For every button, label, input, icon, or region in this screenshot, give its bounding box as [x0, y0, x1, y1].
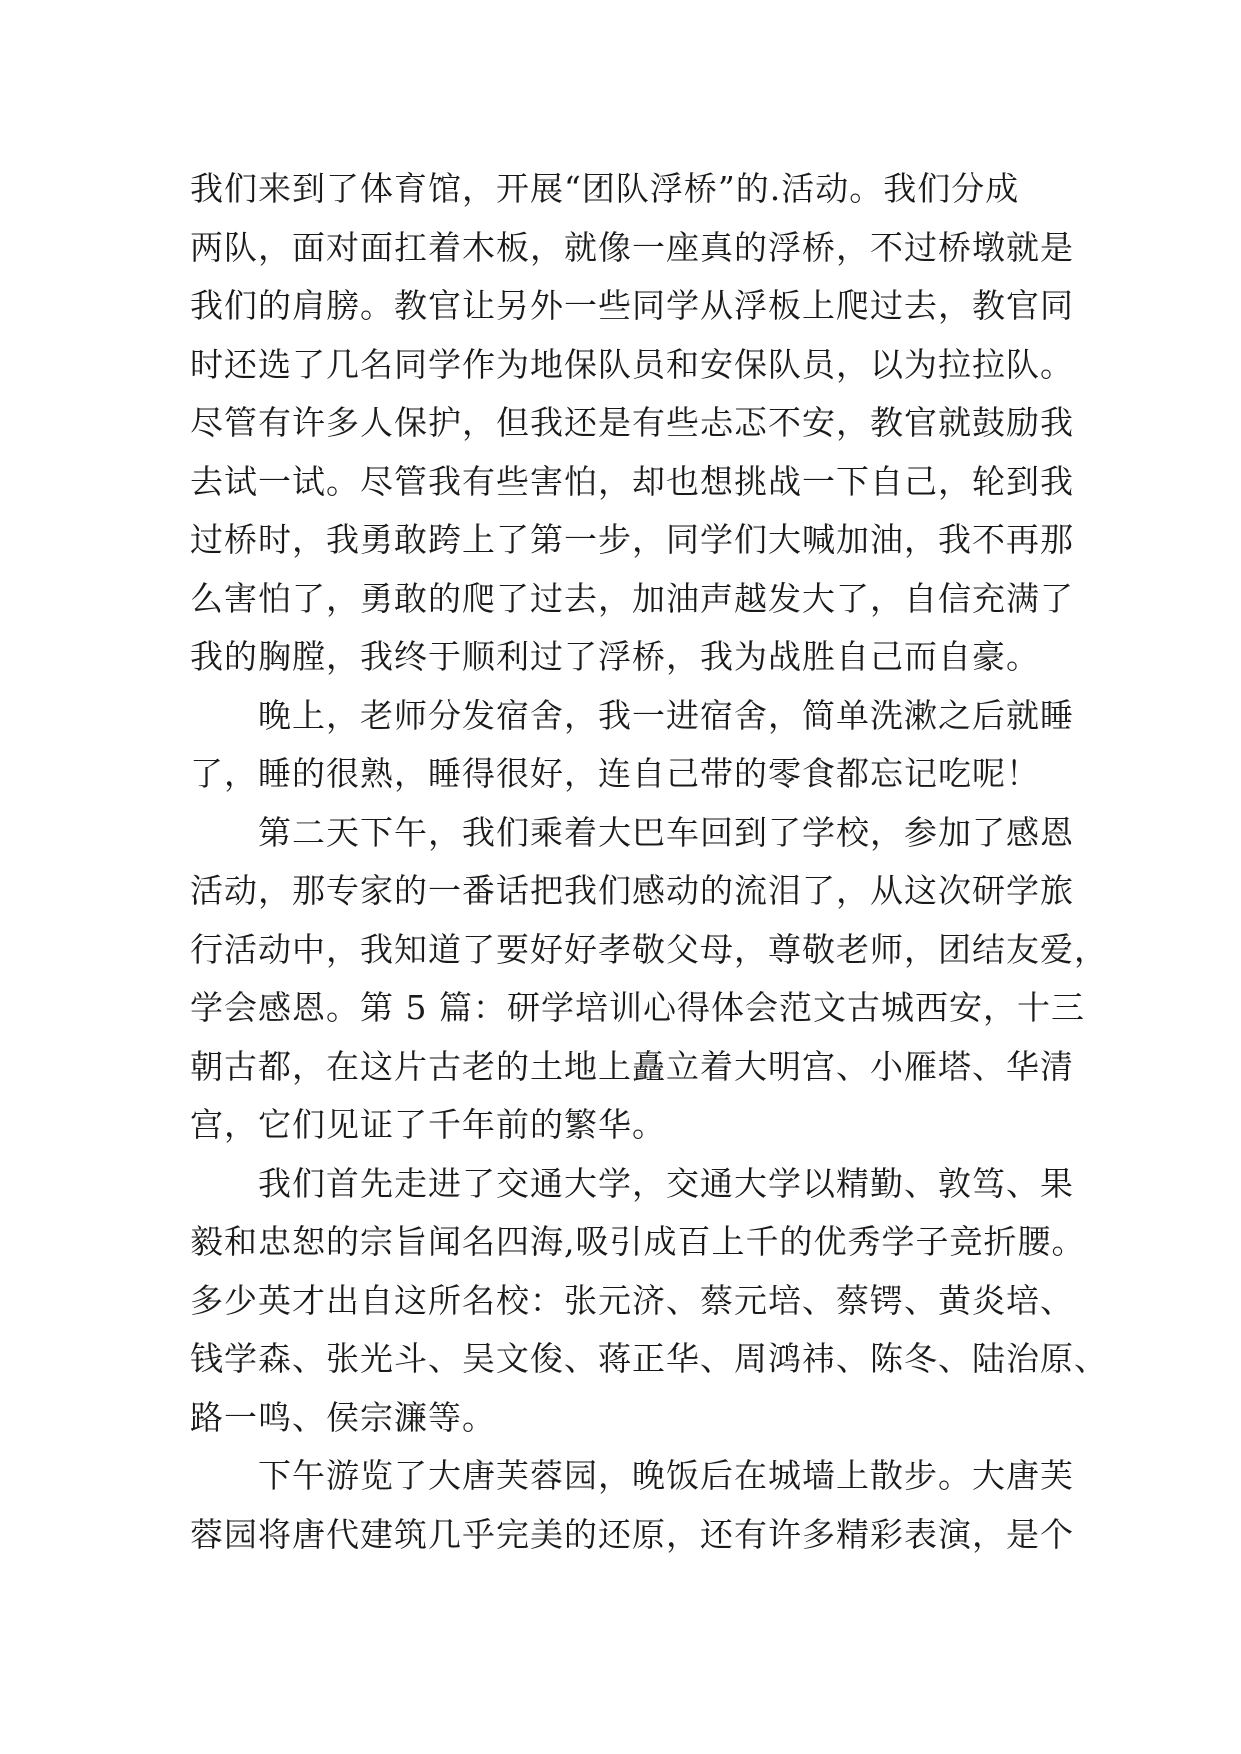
- text-line: 钱学森、张光斗、吴文俊、蒋正华、周鸿祎、陈冬、陆治原、: [190, 1339, 1108, 1378]
- text-line: 宫，它们见证了千年前的繁华。: [190, 1105, 666, 1144]
- text-line: 过桥时，我勇敢跨上了第一步，同学们大喊加油，我不再那: [190, 520, 1074, 559]
- text-line: 我们的肩膀。教官让另外一些同学从浮板上爬过去，教官同: [190, 286, 1074, 325]
- text-line: 活动，那专家的一番话把我们感动的流泪了，从这次研学旅: [190, 871, 1074, 910]
- text-line: 时还选了几名同学作为地保队员和安保队员，以为拉拉队。: [190, 344, 1074, 384]
- paragraph-start-line: 下午游览了大唐芙蓉园，晚饭后在城墙上散步。大唐芙: [258, 1456, 1074, 1495]
- text-line: 蓉园将唐代建筑几乎完美的还原，还有许多精彩表演，是个: [190, 1514, 1074, 1554]
- text-line: 我的胸膛，我终于顺利过了浮桥，我为战胜自己而自豪。: [190, 637, 1040, 676]
- text-line: 两队，面对面扛着木板，就像一座真的浮桥，不过桥墩就是: [190, 227, 1074, 267]
- text-line: 行活动中，我知道了要好好孝敬父母，尊敬老师，团结友爱，: [190, 929, 1108, 969]
- text-line: 朝古都，在这片古老的土地上矗立着大明宫、小雁塔、华清: [190, 1046, 1074, 1086]
- text-line: 尽管有许多人保护，但我还是有些忐忑不安，教官就鼓励我: [190, 403, 1074, 442]
- text-line: 学会感恩。第 5 篇：研学培训心得体会范文古城西安，十三: [190, 988, 1085, 1027]
- text-line: 路一鸣、侯宗濂等。: [190, 1397, 496, 1437]
- paragraph-start-line: 第二天下午，我们乘着大巴车回到了学校，参加了感恩: [258, 812, 1074, 852]
- text-line: 我们来到了体育馆，开展“团队浮桥”的.活动。我们分成: [190, 169, 1020, 208]
- text-line: 多少英才出自这所名校：张元济、蔡元培、蔡锷、黄炎培、: [190, 1280, 1074, 1320]
- paragraph-start-line: 晚上，老师分发宿舍，我一进宿舍，简单洗漱之后就睡: [258, 695, 1074, 735]
- paragraph-start-line: 我们首先走进了交通大学，交通大学以精勤、敦笃、果: [258, 1163, 1074, 1203]
- body-text: [190, 160, 1108, 1564]
- text-line: 去试一试。尽管我有些害怕，却也想挑战一下自己，轮到我: [190, 461, 1074, 501]
- text-line: 么害怕了，勇敢的爬了过去，加油声越发大了，自信充满了: [190, 578, 1074, 618]
- text-line: 了，睡的很熟，睡得很好，连自己带的零食都忘记吃呢！: [190, 754, 1040, 793]
- text-line: 毅和忠恕的宗旨闻名四海,吸引成百上千的优秀学子竞折腰。: [190, 1222, 1086, 1261]
